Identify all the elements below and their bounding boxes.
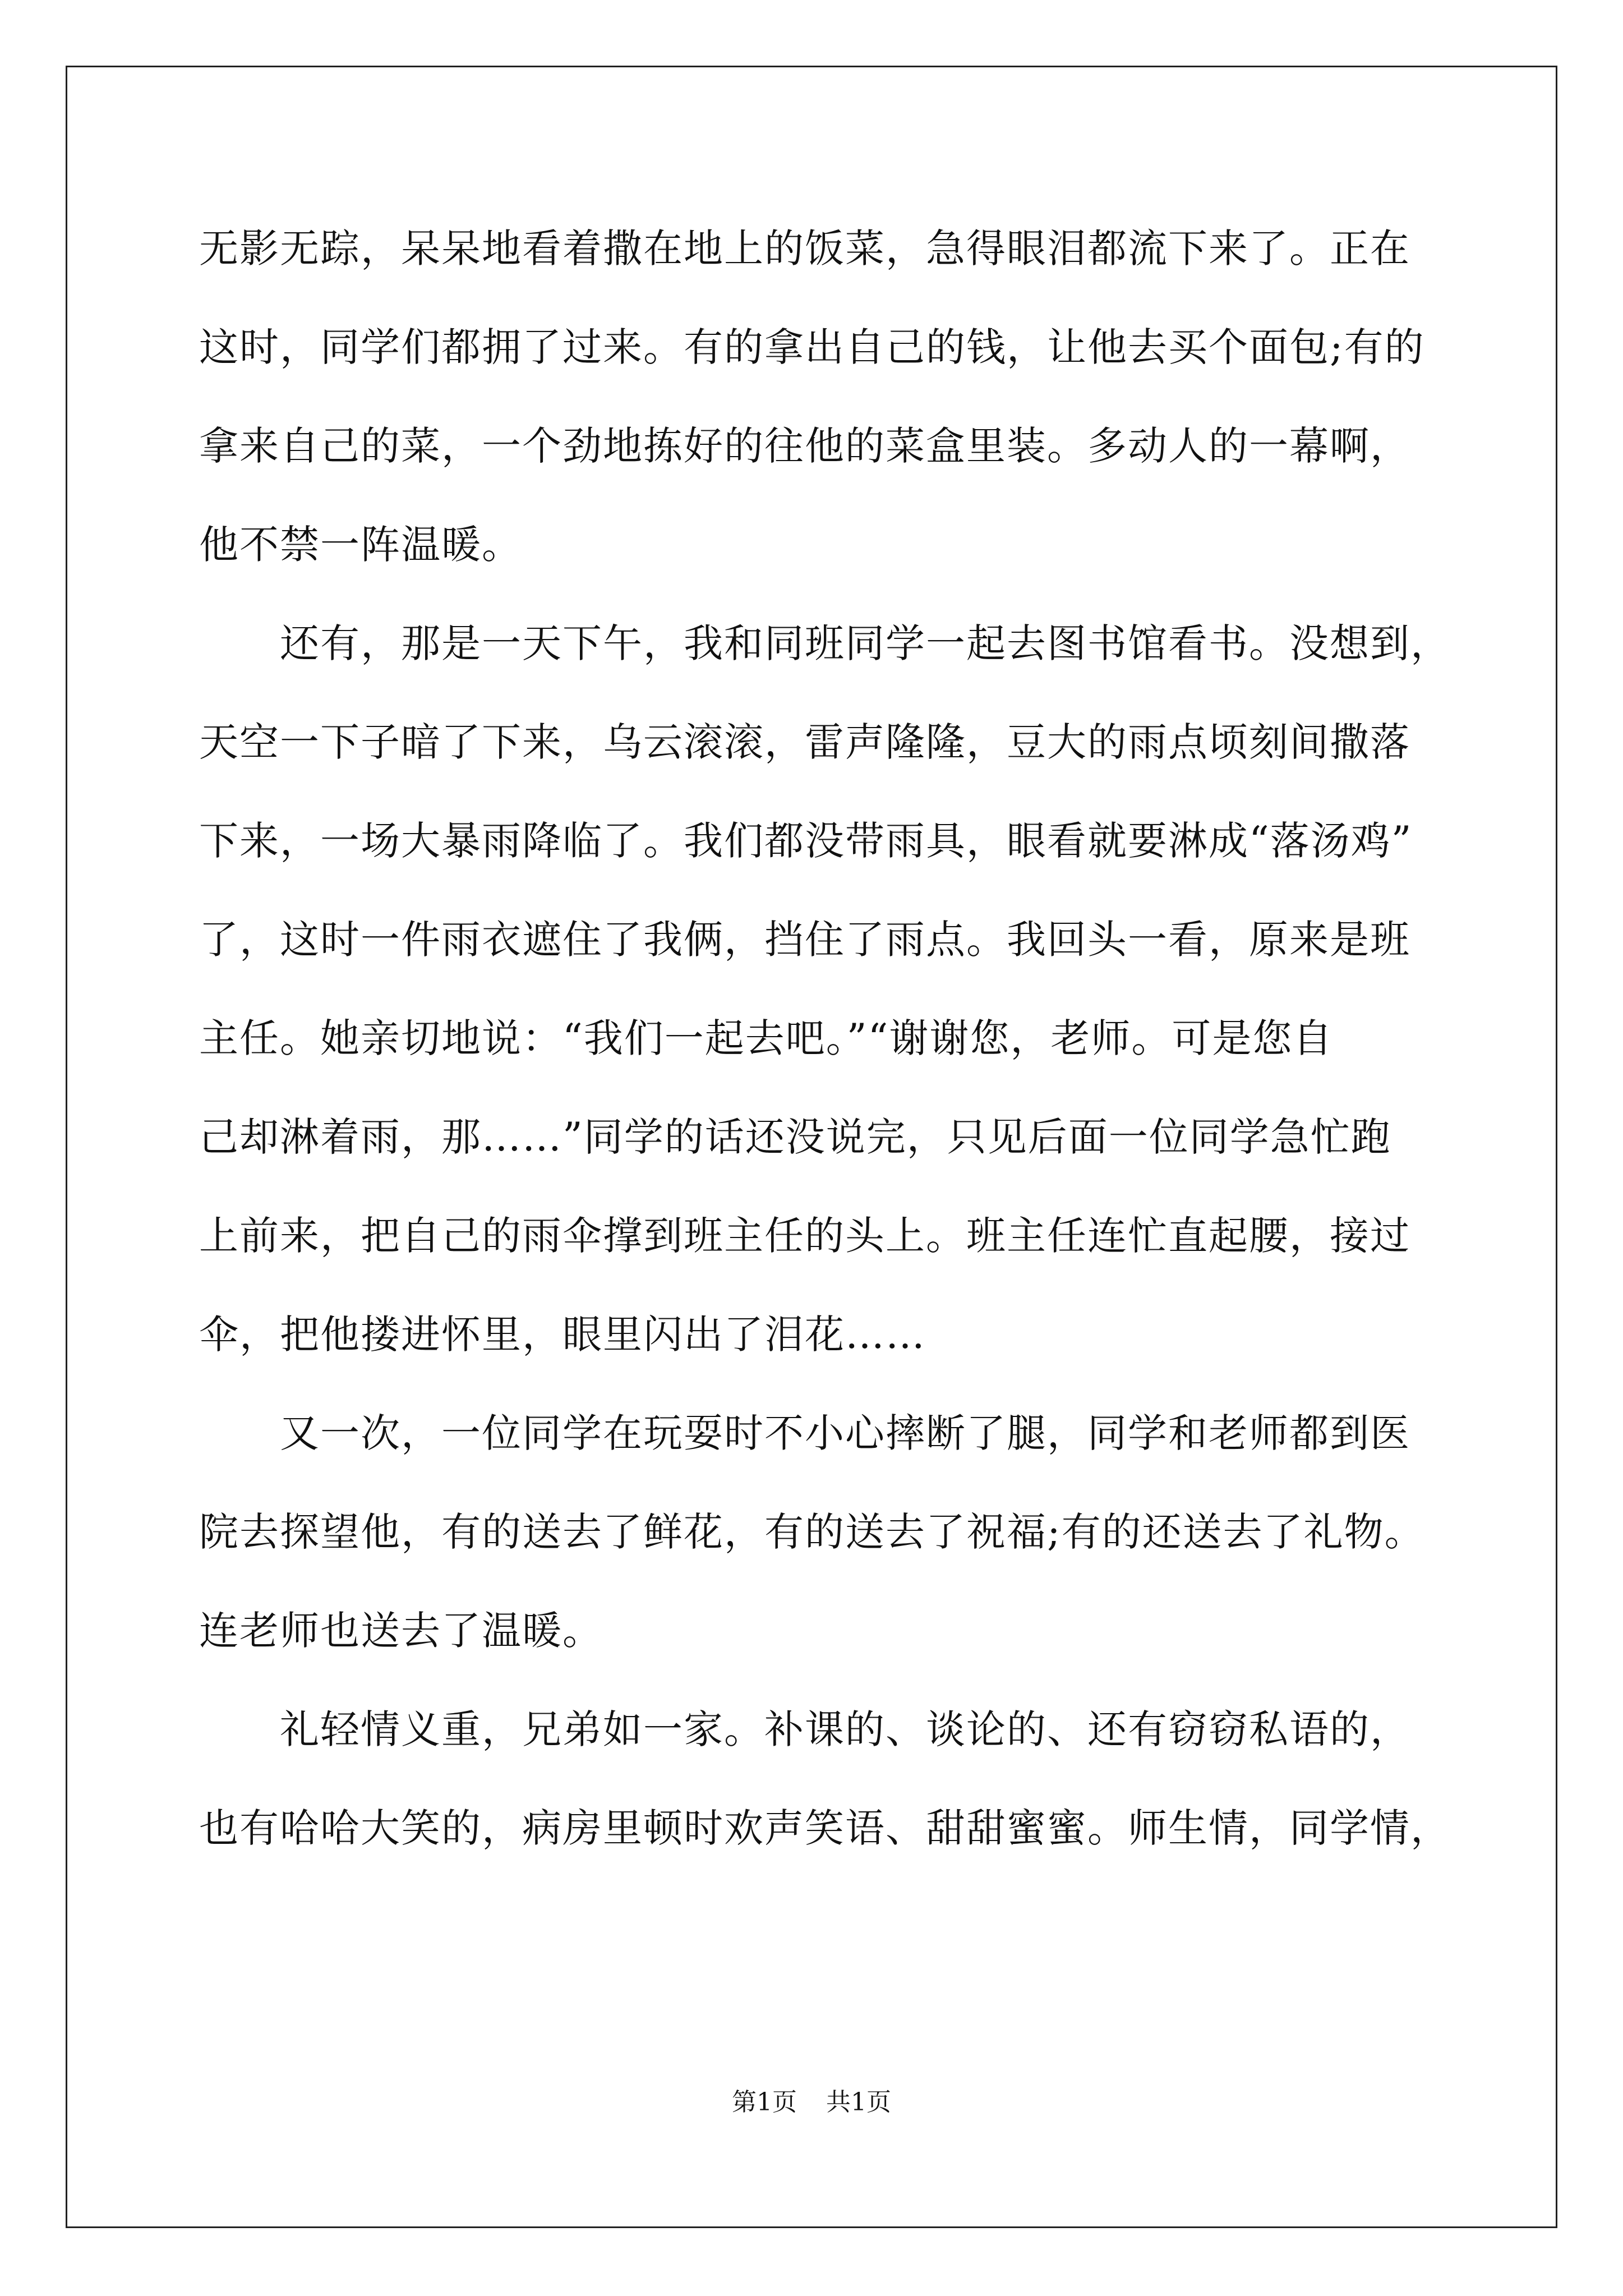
page-number-total: 共1页 (826, 2088, 891, 2116)
page-number-current: 第1页 (732, 2088, 797, 2116)
text-line: 无影无踪，呆呆地看着撒在地上的饭菜，急得眼泪都流下来了。正在 (199, 226, 1410, 272)
text-line: 还有，那是一天下午，我和同班同学一起去图书馆看书。没想到， (199, 620, 1451, 666)
page-footer (0, 2086, 1623, 2119)
text-line: 拿来自己的菜，一个劲地拣好的往他的菜盒里装。多动人的一幕啊， (199, 423, 1410, 469)
text-line: 这时，同学们都拥了过来。有的拿出自己的钱，让他去买个面包;有的 (199, 324, 1425, 370)
text-line: 又一次，一位同学在玩耍时不小心摔断了腿，同学和老师都到医 (199, 1410, 1410, 1456)
text-line: 他不禁一阵温暖。 (199, 522, 522, 568)
text-line: 了，这时一件雨衣遮住了我俩，挡住了雨点。我回头一看，原来是班 (199, 917, 1410, 963)
text-line: 院去探望他，有的送去了鲜花，有的送去了祝福;有的还送去了礼物。 (199, 1509, 1425, 1555)
text-line: 也有哈哈大笑的，病房里顿时欢声笑语、甜甜蜜蜜。师生情，同学情， (199, 1805, 1451, 1851)
text-line: 上前来，把自己的雨伞撑到班主任的头上。班主任连忙直起腰，接过 (199, 1213, 1410, 1259)
text-line: 主任。她亲切地说：“我们一起去吧。”“谢谢您，老师。可是您自 (199, 1015, 1334, 1061)
text-line: 下来，一场大暴雨降临了。我们都没带雨具，眼看就要淋成“落汤鸡” (199, 818, 1413, 864)
text-line: 伞，把他搂进怀里，眼里闪出了泪花…… (199, 1312, 926, 1358)
text-line: 连老师也送去了温暖。 (199, 1608, 603, 1654)
text-line: 礼轻情义重，兄弟如一家。补课的、谈论的、还有窃窃私语的， (199, 1706, 1410, 1752)
document-body (199, 219, 1455, 1897)
text-line: 己却淋着雨，那……”同学的话还没说完，只见后面一位同学急忙跑 (199, 1114, 1391, 1160)
text-line: 天空一下子暗了下来，乌云滚滚，雷声隆隆，豆大的雨点顷刻间撒落 (199, 719, 1410, 765)
